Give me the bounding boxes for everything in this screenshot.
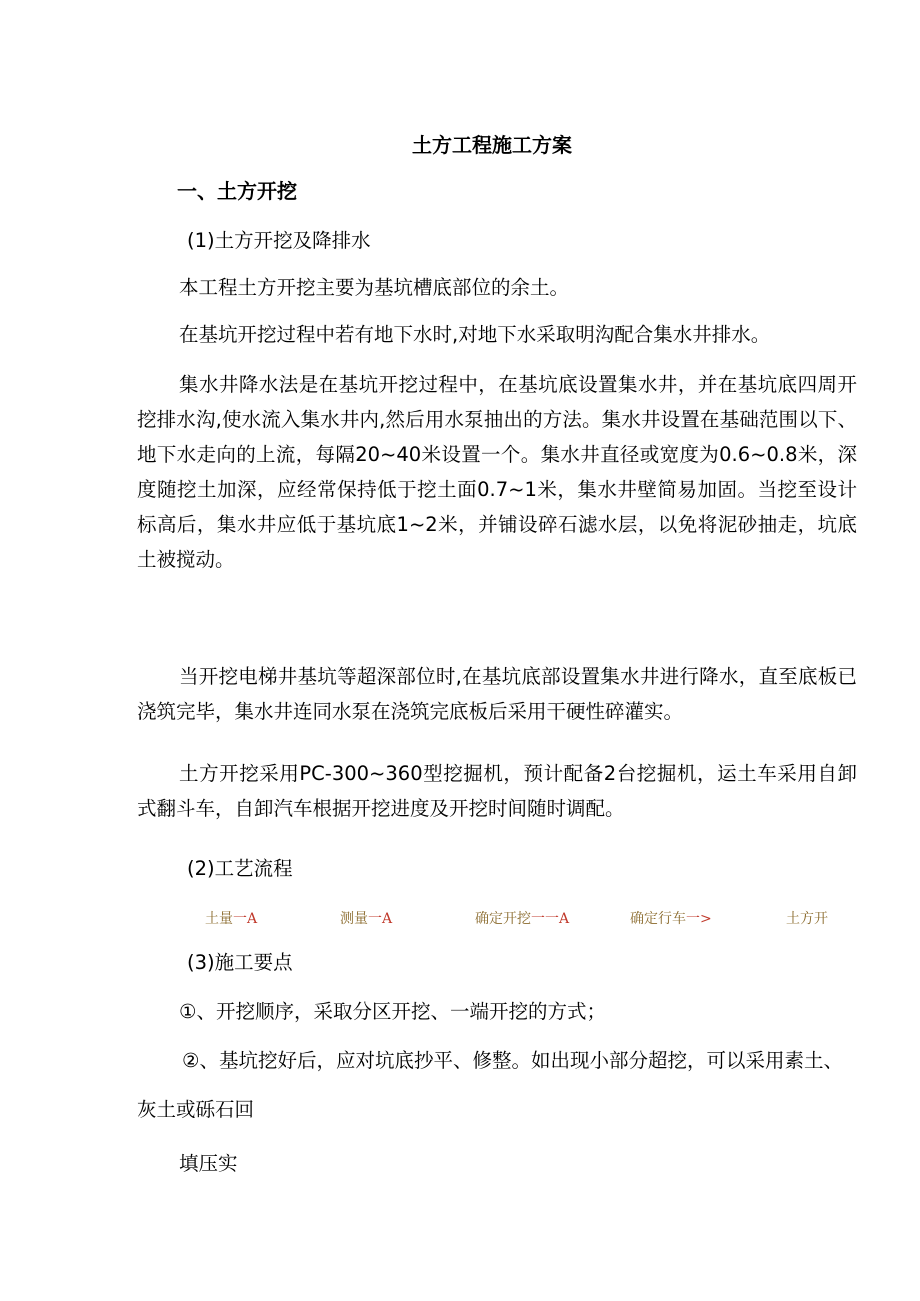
subheading-excavation-dewatering: (1)土方开挖及降排水 (187, 229, 371, 252)
point-pit-finishing (137, 1046, 843, 1121)
paragraph-excavator: 土方开挖采用PC-300~360型挖掘机，预计配备2台挖掘机，运土车采用自卸式翻斗车，自卸汽车根据开挖进度及开挖时间随时调配。 (137, 762, 857, 820)
flow-step-2: 测量一A (340, 911, 393, 927)
flow-arrow: 一> (686, 911, 712, 927)
point-pit-finishing-line1: ②、基坑挖好后，应对坑底抄平、修整。如出现小部分超挖，可以采用素土、 (182, 1049, 843, 1072)
point-excavation-order: ①、开挖顺序，采取分区开挖、一端开挖的方式； (179, 1000, 606, 1023)
document-title: 土方工程施工方案 (412, 133, 572, 157)
section-heading-earthwork: 一、土方开挖 (177, 179, 297, 203)
flow-arrow: 一一A (531, 911, 570, 927)
flow-arrow: 一A (368, 911, 393, 927)
paragraph-sump-method: 集水井降水法是在基坑开挖过程中，在基坑底设置集水井，并在基坑底四周开挖排水沟,使水流入集水井内,然后用水泵抽出的方法。集水井设置在基础范围以下、地下水走向的上流，每隔20~40米设置一个。集水井直径或宽度为0.6~0.8米，深度随挖土加深，应经常保持低于挖土面0.7~1米，集水井壁简易加固。当挖至设计标高后，集水井应低于基坑底1~2米，并铺设碎石滤水层，以免将泥砂抽走，坑底土被搅动。 (137, 373, 857, 571)
point-pit-finishing-line2: 灰土或砾石回 (137, 1098, 255, 1121)
flow-step-5: 土方开 (786, 911, 828, 927)
paragraph-elevator-pit: 当开挖电梯井基坑等超深部位时,在基坑底部设置集水井进行降水，直至底板已浇筑完毕，集水井连同水泵在浇筑完底板后采用干硬性碎灌实。 (137, 665, 857, 723)
flow-step-3: 确定开挖一一A (475, 911, 570, 927)
subheading-process-flow: (2)工艺流程 (187, 857, 293, 880)
subheading-key-points: (3)施工要点 (187, 951, 293, 974)
flow-arrow: 一A (233, 911, 258, 927)
paragraph-scope: 本工程土方开挖主要为基坑槽底部位的余土。 (179, 276, 570, 299)
flow-step-4: 确定行车一> (630, 911, 712, 927)
paragraph-groundwater: 在基坑开挖过程中若有地下水时,对地下水采取明沟配合集水井排水。 (179, 323, 771, 346)
flow-step-1: 土量一A (205, 911, 258, 927)
point-pit-finishing-continued: 填压实 (179, 1152, 238, 1175)
